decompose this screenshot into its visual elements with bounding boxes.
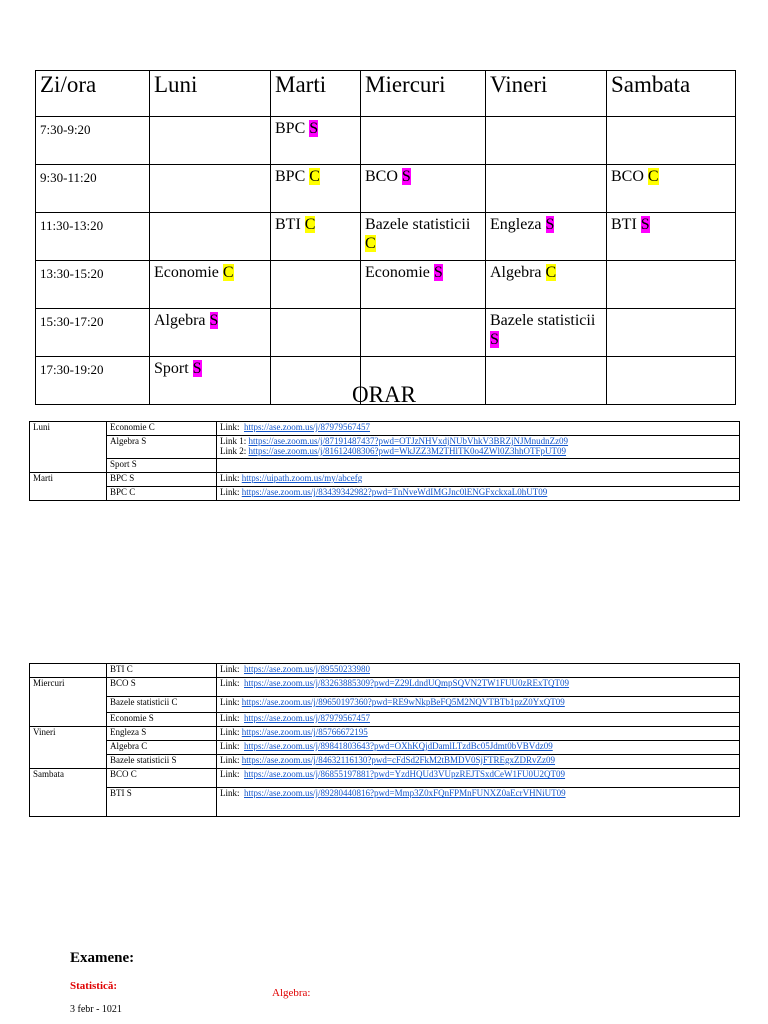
link-row-course: Sport S [107, 459, 217, 473]
header-sambata: Sambata [607, 71, 736, 117]
course-type-badge-seminar: S [309, 120, 319, 137]
schedule-table [35, 70, 736, 405]
schedule-cell-miercuri [361, 117, 486, 165]
link-row-links [217, 741, 740, 755]
link-row-course: BCO C [107, 769, 217, 788]
course-type-badge-curs: C [309, 168, 320, 185]
zoom-link[interactable]: https://ase.zoom.us/j/89841803643?pwd=OXhKQjdDamlLTzdBc05Jdmt0bVBVdz09 [244, 741, 553, 751]
link-row-links [217, 678, 740, 697]
schedule-cell-vineri [486, 117, 607, 165]
link-row-course: BCO S [107, 678, 217, 697]
zoom-link[interactable]: https://ase.zoom.us/j/89280440816?pwd=Mmp3Z0xFQnFPMnFUNXZ0aEcrVHNiUT09 [244, 788, 566, 798]
time-slot: 17:30-19:20 [36, 357, 150, 405]
link-line [220, 697, 736, 707]
schedule-cell-luni [150, 309, 271, 357]
schedule-cell-miercuri [361, 165, 486, 213]
schedule-row [36, 165, 736, 213]
course-type-badge-seminar: S [401, 168, 411, 185]
schedule-cell-luni [150, 117, 271, 165]
link-prefix: Link 2: [220, 446, 249, 456]
link-line [220, 446, 736, 456]
schedule-cell-miercuri [361, 213, 486, 261]
link-row-course: BTI C [107, 664, 217, 678]
link-row [30, 788, 740, 817]
link-row [30, 678, 740, 697]
link-line [220, 487, 736, 497]
link-row-course: BPC S [107, 473, 217, 487]
link-line [220, 769, 736, 779]
course-name: Engleza [490, 216, 542, 233]
zoom-link[interactable]: https://ase.zoom.us/j/81612408306?pwd=WkJZZ3M2THlTK0o4ZWl0Z3hhOTFpUT09 [248, 446, 567, 456]
link-row [30, 769, 740, 788]
link-prefix: Link: [220, 755, 242, 765]
course-type-badge-curs: C [222, 264, 234, 281]
link-row-course: Economie C [107, 422, 217, 436]
link-line [220, 664, 736, 674]
course-type-badge-curs: C [647, 168, 659, 185]
link-line [220, 422, 736, 432]
time-slot: 11:30-13:20 [36, 213, 150, 261]
link-prefix: Link: [220, 422, 244, 432]
link-line [220, 473, 736, 483]
link-row-course: BPC C [107, 487, 217, 501]
exam-date: 3 febr - 1021 [70, 1004, 122, 1015]
link-row [30, 459, 740, 473]
link-prefix: Link: [220, 664, 244, 674]
schedule-cell-miercuri [361, 309, 486, 357]
course-type-badge-seminar: S [640, 216, 650, 233]
link-line [220, 741, 736, 751]
link-row-links [217, 487, 740, 501]
course-name: BCO [611, 168, 644, 185]
link-row [30, 755, 740, 769]
links-table-2 [29, 663, 740, 817]
schedule-cell-vineri [486, 261, 607, 309]
link-prefix: Link: [220, 487, 242, 497]
schedule-cell-luni [150, 165, 271, 213]
link-row-course: Engleza S [107, 727, 217, 741]
header-luni: Luni [150, 71, 271, 117]
link-prefix: Link: [220, 741, 244, 751]
course-name: Economie [365, 264, 430, 281]
zoom-link[interactable]: https://ase.zoom.us/j/89550233980 [244, 664, 370, 674]
link-prefix: Link: [220, 678, 244, 688]
link-row-course: BTI S [107, 788, 217, 817]
link-prefix: Link: [220, 713, 244, 723]
link-line [220, 788, 736, 798]
course-type-badge-seminar: S [192, 360, 202, 377]
link-prefix: Link: [220, 769, 244, 779]
schedule-header-row [36, 71, 736, 117]
orar-title: ORAR [352, 382, 416, 407]
course-type-badge-seminar: S [545, 216, 555, 233]
links-table-1 [29, 421, 740, 501]
link-row-course: Bazele statisticii C [107, 697, 217, 713]
link-row [30, 473, 740, 487]
zoom-link[interactable]: https://ase.zoom.us/j/87979567457 [244, 422, 370, 432]
course-type-badge-curs: C [545, 264, 557, 281]
link-prefix: Link: [220, 788, 244, 798]
link-prefix: Link: [220, 473, 242, 483]
link-row-links [217, 769, 740, 788]
zoom-link[interactable]: https://ase.zoom.us/j/87979567457 [244, 713, 370, 723]
time-slot: 15:30-17:20 [36, 309, 150, 357]
course-type-badge-curs: C [304, 216, 316, 233]
link-prefix: Link: [220, 727, 242, 737]
course-type-badge-seminar: S [433, 264, 443, 281]
link-row-links [217, 664, 740, 678]
header-marti: Marti [271, 71, 361, 117]
zoom-link[interactable]: https://ase.zoom.us/j/89650197360?pwd=RE9wNkpBeFQ5M2NQVTBTb1pzZ0YxQT09 [241, 697, 565, 707]
time-slot: 7:30-9:20 [36, 117, 150, 165]
schedule-cell-marti [271, 117, 361, 165]
time-slot: 9:30-11:20 [36, 165, 150, 213]
link-row-links [217, 422, 740, 436]
schedule-cell-sambata [607, 165, 736, 213]
link-row [30, 664, 740, 678]
schedule-cell-sambata [607, 309, 736, 357]
schedule-row [36, 213, 736, 261]
course-name: Sport [154, 360, 189, 377]
course-name: BTI [275, 216, 301, 233]
header-day-time: Zi/ora [36, 71, 150, 117]
link-row-links [217, 459, 740, 473]
link-row-course: Bazele statisticii S [107, 755, 217, 769]
link-row [30, 487, 740, 501]
zoom-link[interactable]: https://ase.zoom.us/j/86855197881?pwd=YzdHQUd3VUpzREJTSxdCeW1FU0U2QT09 [244, 769, 566, 779]
link-row-course: Algebra S [107, 436, 217, 459]
link-row [30, 436, 740, 459]
course-name: Algebra [490, 264, 542, 281]
schedule-cell-luni [150, 213, 271, 261]
schedule-cell-miercuri [361, 261, 486, 309]
course-name: Economie [154, 264, 219, 281]
course-type-badge-curs: C [365, 235, 376, 252]
link-row-links [217, 436, 740, 459]
time-slot: 13:30-15:20 [36, 261, 150, 309]
schedule-row [36, 309, 736, 357]
schedule-cell-marti [271, 309, 361, 357]
zoom-link[interactable]: https://ase.zoom.us/j/83439342982?pwd=TnNveWdIMGJnc0lENGFxckxaL0hUT09 [241, 487, 548, 497]
link-row-links [217, 713, 740, 727]
zoom-link[interactable]: https://ase.zoom.us/j/84632116130?pwd=cFdSd2FkM2tBMDV0SjFTREgxZDRvZz09 [241, 755, 556, 765]
zoom-link[interactable]: https://ase.zoom.us/j/83263885309?pwd=Z29LdndUQmpSQVN2TW1FUU0zRExTQT09 [244, 678, 570, 688]
zoom-link[interactable]: https://ase.zoom.us/j/85766672195 [241, 727, 368, 737]
schedule-cell-marti [271, 261, 361, 309]
exams-heading: Examene: [70, 950, 135, 966]
link-row [30, 697, 740, 713]
course-name: BPC [275, 120, 306, 137]
link-row-day: Miercuri [30, 678, 107, 727]
course-name: Algebra [154, 312, 206, 329]
link-row [30, 713, 740, 727]
link-row-day [30, 664, 107, 678]
link-row [30, 422, 740, 436]
link-line [220, 755, 736, 765]
schedule-cell-sambata [607, 261, 736, 309]
course-name: BCO [365, 168, 398, 185]
link-line [220, 713, 736, 723]
link-row [30, 741, 740, 755]
link-row-course: Algebra C [107, 741, 217, 755]
link-row-links [217, 473, 740, 487]
zoom-link[interactable]: https://uipath.zoom.us/my/abcefg [241, 473, 363, 483]
schedule-cell-vineri [486, 309, 607, 357]
link-row-links [217, 788, 740, 817]
course-type-badge-seminar: S [209, 312, 219, 329]
link-row-links [217, 697, 740, 713]
schedule-row [36, 117, 736, 165]
link-line [220, 678, 736, 688]
header-vineri: Vineri [486, 71, 607, 117]
link-row-day: Luni [30, 422, 107, 473]
header-miercuri: Miercuri [361, 71, 486, 117]
link-row-links [217, 755, 740, 769]
link-row-day: Sambata [30, 769, 107, 817]
schedule-cell-marti [271, 213, 361, 261]
schedule-cell-sambata [607, 117, 736, 165]
course-name: Bazele statisticii [490, 312, 596, 329]
course-name: Bazele statisticii [365, 216, 471, 233]
schedule-row [36, 261, 736, 309]
link-line [220, 727, 736, 737]
link-row [30, 727, 740, 741]
link-prefix: Link: [220, 697, 242, 707]
course-type-badge-seminar: S [490, 331, 499, 348]
course-name: BTI [611, 216, 637, 233]
link-row-course: Economie S [107, 713, 217, 727]
schedule-cell-vineri [486, 213, 607, 261]
zoom-link[interactable]: https://ase.zoom.us/j/87191487437?pwd=OTJzNHVxdjNUbVhkV3BRZjNJMnudnZz09 [248, 436, 569, 446]
schedule-cell-vineri [486, 165, 607, 213]
course-name: BPC [275, 168, 306, 185]
exam-algebra-label: Algebra: [272, 987, 311, 999]
schedule-cell-sambata [607, 213, 736, 261]
link-row-links [217, 727, 740, 741]
link-row-day: Marti [30, 473, 107, 501]
link-row-day: Vineri [30, 727, 107, 769]
link-line [220, 436, 736, 446]
link-prefix: Link 1: [220, 436, 249, 446]
schedule-cell-luni [150, 261, 271, 309]
exam-statistica-label: Statistică: [70, 980, 118, 992]
schedule-cell-marti [271, 165, 361, 213]
